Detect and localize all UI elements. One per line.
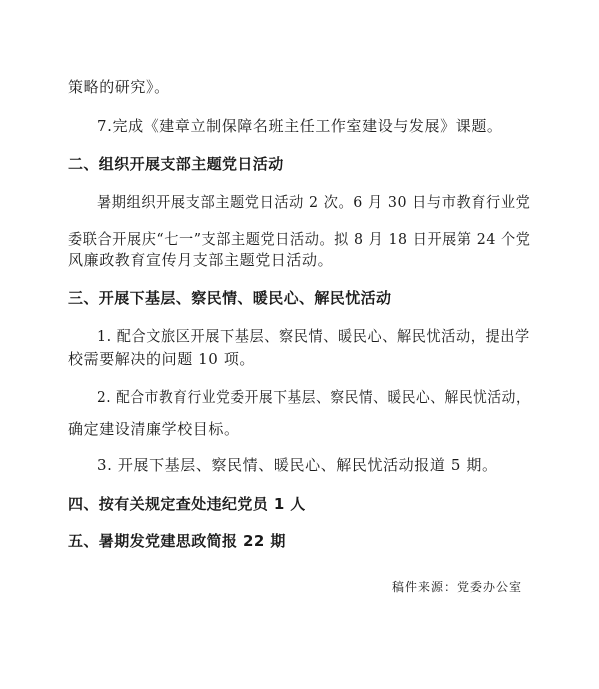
body-text-line: 2. 配合市教育行业党委开展下基层、察民情、暖民心、解民忧活动， [97,388,531,406]
body-text-line: 暑期组织开展支部主题党日活动 2 次。6 月 30 日与市教育行业党 [97,193,531,211]
body-text-line: 确定建设清廉学校目标。 [68,420,240,438]
body-text-line: 1. 配合文旅区开展下基层、察民情、暖民心、解民忧活动，提出学 [97,327,530,345]
section-heading: 五、暑期发党建思政简报 22 期 [68,532,286,550]
section-heading: 二、组织开展支部主题党日活动 [68,155,284,173]
body-text-line: 3. 开展下基层、察民情、暖民心、解民忧活动报道 5 期。 [97,456,498,474]
source-attribution: 稿件来源：党委办公室 [392,580,523,594]
body-text-line: 7.完成《建章立制保障名班主任工作室建设与发展》课题。 [97,117,503,135]
body-text-line: 校需要解决的问题 10 项。 [68,350,256,368]
body-text-line: 策略的研究》。 [68,78,170,96]
section-heading: 三、开展下基层、察民情、暖民心、解民忧活动 [68,289,392,307]
body-text-line: 委联合开展庆“七一”支部主题党日活动。拟 8 月 18 日开展第 24 个党 [68,230,531,248]
section-heading: 四、按有关规定查处违纪党员 1 人 [68,495,306,513]
body-text-line: 风廉政教育宣传月支部主题党日活动。 [68,251,334,269]
